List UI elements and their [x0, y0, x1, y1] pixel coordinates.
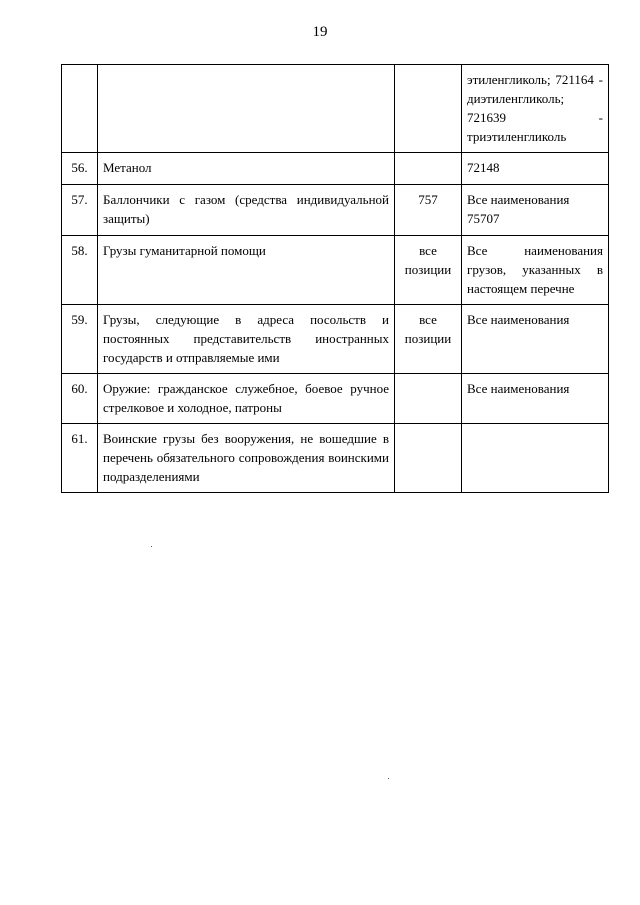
page-number: 19: [312, 24, 328, 40]
positions-cell: [395, 374, 462, 424]
row-number: 57.: [62, 185, 98, 236]
table-row: [62, 374, 609, 424]
scan-speck: [151, 546, 152, 547]
positions-cell: [395, 153, 462, 185]
table-row: [62, 424, 609, 493]
codes-cell: Все наименования 75707: [462, 185, 609, 236]
cargo-name: [98, 65, 395, 153]
codes-cell: Все наименования грузов, указанных в настоящем перечне: [462, 236, 609, 305]
table-row: [62, 236, 609, 305]
codes-cell: 72148: [462, 153, 609, 185]
row-number: 61.: [62, 424, 98, 493]
positions-cell: все позиции: [395, 305, 462, 374]
cargo-name: Метанол: [98, 153, 395, 185]
codes-cell: [462, 424, 609, 493]
codes-cell: этиленгликоль; 721164 - диэтиленгликоль; 721639 - триэтиленгликоль: [462, 65, 609, 153]
cargo-name: Оружие: гражданское служебное, боевое ручное стрелковое и холодное, патроны: [98, 374, 395, 424]
codes-cell: Все наименования: [462, 374, 609, 424]
row-number: [62, 65, 98, 153]
cargo-name: Баллончики с газом (средства индивидуальной защиты): [98, 185, 395, 236]
table-row: [62, 153, 609, 185]
cargo-list-table: [61, 64, 609, 493]
row-number: 56.: [62, 153, 98, 185]
table-row: [62, 185, 609, 236]
cargo-name: Грузы гуманитарной помощи: [98, 236, 395, 305]
positions-cell: все позиции: [395, 236, 462, 305]
cargo-name: Воинские грузы без вооружения, не вошедшие в перечень обязательного сопровождения воинскими подразделениями: [98, 424, 395, 493]
positions-cell: [395, 424, 462, 493]
positions-cell: 757: [395, 185, 462, 236]
row-number: 58.: [62, 236, 98, 305]
codes-cell: Все наименования: [462, 305, 609, 374]
row-number: 60.: [62, 374, 98, 424]
row-number: 59.: [62, 305, 98, 374]
table-row: [62, 305, 609, 374]
cargo-name: Грузы, следующие в адреса посольств и постоянных представительств иностранных государств и отправляемые ими: [98, 305, 395, 374]
positions-cell: [395, 65, 462, 153]
table-row: [62, 65, 609, 153]
scan-speck: [388, 778, 389, 779]
